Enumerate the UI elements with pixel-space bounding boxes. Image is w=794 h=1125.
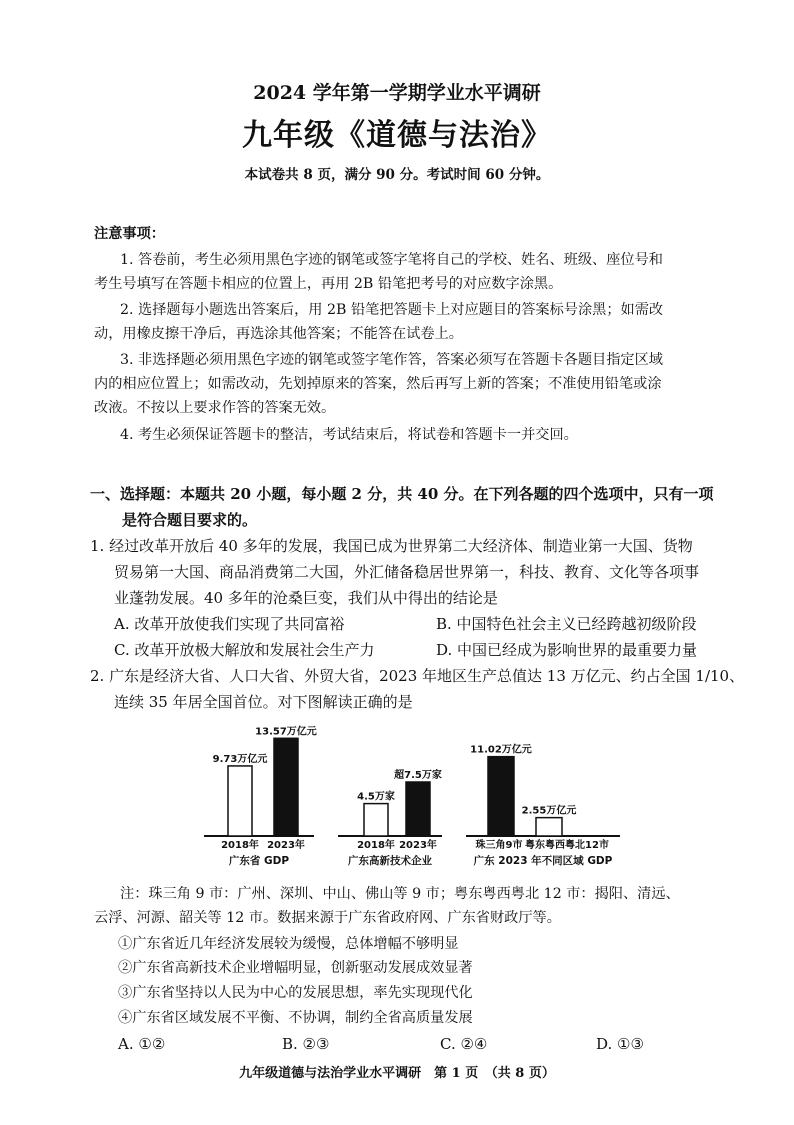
question-1-stem: 1. 经过改革开放后 40 多年的发展，我国已成为世界第二大经济体、制造业第一大国、货物	[90, 537, 693, 555]
question-2-option-c: C. ②④	[440, 1035, 488, 1053]
chart-data-label: 4.5万家	[357, 791, 395, 803]
notice-line: 改液。不按以上要求作答的答案无效。	[94, 400, 336, 416]
chart-bar	[228, 766, 252, 836]
notice-line: 2. 选择题每小题选出答案后，用 2B 铅笔把答题卡上对应题目的答案标号涂黑；如需改	[120, 302, 664, 318]
notice-line: 动，用橡皮擦干净后，再选涂其他答案；不能答在试卷上。	[94, 326, 463, 342]
chart-data-label: 13.57万亿元	[255, 726, 317, 738]
question-1-stem: 贸易第一大国、商品消费第二大国，外汇储备稳居世界第一，科技、教育、文化等各项事	[114, 563, 700, 581]
question-2-option-b: B. ②③	[282, 1035, 330, 1053]
question-1-option-d: D. 中国已经成为影响世界的最重要力量	[436, 641, 698, 659]
exam-info: 本试卷共 8 页，满分 90 分。考试时间 60 分钟。	[244, 167, 550, 183]
question-1-stem: 业蓬勃发展。40 多年的沧桑巨变，我们从中得出的结论是	[114, 589, 498, 607]
exam-title: 九年级《道德与法治》	[242, 118, 552, 153]
chart-category-label: 2018年	[221, 840, 259, 851]
statement-1: ①广东省近几年经济发展较为缓慢，总体增幅不够明显	[118, 936, 459, 952]
notice-line: 3. 非选择题必须用黑色字迹的钢笔或签字笔作答，答案必须写在答题卡各题目指定区域	[120, 352, 663, 368]
chart-title: 广东高新技术企业	[348, 855, 432, 867]
chart-bar	[364, 804, 388, 836]
chart-bar	[274, 738, 298, 836]
question-1-option-c: C. 改革开放极大解放和发展社会生产力	[114, 641, 375, 659]
section-heading-cont: 是符合题目要求的。	[122, 511, 258, 529]
notice-line: 1. 答卷前，考生必须用黑色字迹的钢笔或签字笔将自己的学校、姓名、班级、座位号和	[120, 252, 663, 268]
chart-title: 广东 2023 年不同区域 GDP	[473, 855, 613, 867]
statement-4: ④广东省区域发展不平衡、不协调，制约全省高质量发展	[118, 1010, 473, 1026]
chart-note: 云浮、河源、韶关等 12 市。数据来源于广东省政府网、广东省财政厅等。	[94, 910, 561, 926]
bar-charts	[190, 712, 630, 878]
chart-category-label: 2023年	[267, 840, 305, 851]
statement-2: ②广东省高新技术企业增幅明显，创新驱动发展成效显著	[118, 960, 473, 976]
chart-data-label: 2.55万亿元	[521, 805, 577, 817]
chart-data-label: 11.02万亿元	[470, 744, 532, 756]
question-2-option-d: D. ①③	[596, 1035, 644, 1053]
notice-line: 考生号填写在答题卡相应的位置上，再用 2B 铅笔把考号的对应数字涂黑。	[94, 276, 563, 292]
notice-line: 4. 考生必须保证答题卡的整洁，考试结束后，将试卷和答题卡一并交回。	[120, 427, 578, 443]
chart-note: 注：珠三角 9 市：广州、深圳、中山、佛山等 9 市；粤东粤西粤北 12 市：揭阳、清远、	[120, 886, 680, 902]
chart-title: 广东省 GDP	[228, 855, 290, 867]
section-heading: 一、选择题：本题共 20 小题，每小题 2 分，共 40 分。在下列各题的四个选项中，只有一项	[90, 485, 714, 503]
question-2-stem: 2. 广东是经济大省、人口大省、外贸大省，2023 年地区生产总值达 13 万亿元、约占全国 1/10、	[90, 667, 745, 685]
chart-category-label: 2023年	[399, 840, 437, 851]
exam-header: 2024 学年第一学期学业水平调研	[253, 82, 541, 104]
chart-bar	[488, 757, 514, 836]
page-footer: 九年级道德与法治学业水平调研 第 1 页 （共 8 页）	[239, 1066, 555, 1081]
chart-category-label: 粤东粤西粤北12市	[525, 840, 609, 851]
question-1-option-b: B. 中国特色社会主义已经跨越初级阶段	[436, 615, 697, 633]
notice-line: 内的相应位置上；如需改动，先划掉原来的答案，然后再写上新的答案；不准使用铅笔或涂	[94, 376, 662, 392]
chart-bar	[536, 818, 562, 836]
notice-heading: 注意事项：	[94, 226, 165, 242]
question-1-option-a: A. 改革开放使我们实现了共同富裕	[114, 615, 345, 633]
chart-category-label: 珠三角9市	[475, 840, 523, 851]
chart-data-label: 9.73万亿元	[212, 753, 268, 765]
chart-data-label: 超7.5万家	[394, 770, 442, 781]
chart-bar	[406, 782, 430, 836]
chart-category-label: 2018年	[357, 840, 395, 851]
statement-3: ③广东省坚持以人民为中心的发展思想，率先实现现代化	[118, 985, 473, 1001]
question-2-stem: 连续 35 年居全国首位。对下图解读正确的是	[114, 693, 413, 711]
question-2-option-a: A. ①②	[118, 1035, 166, 1053]
